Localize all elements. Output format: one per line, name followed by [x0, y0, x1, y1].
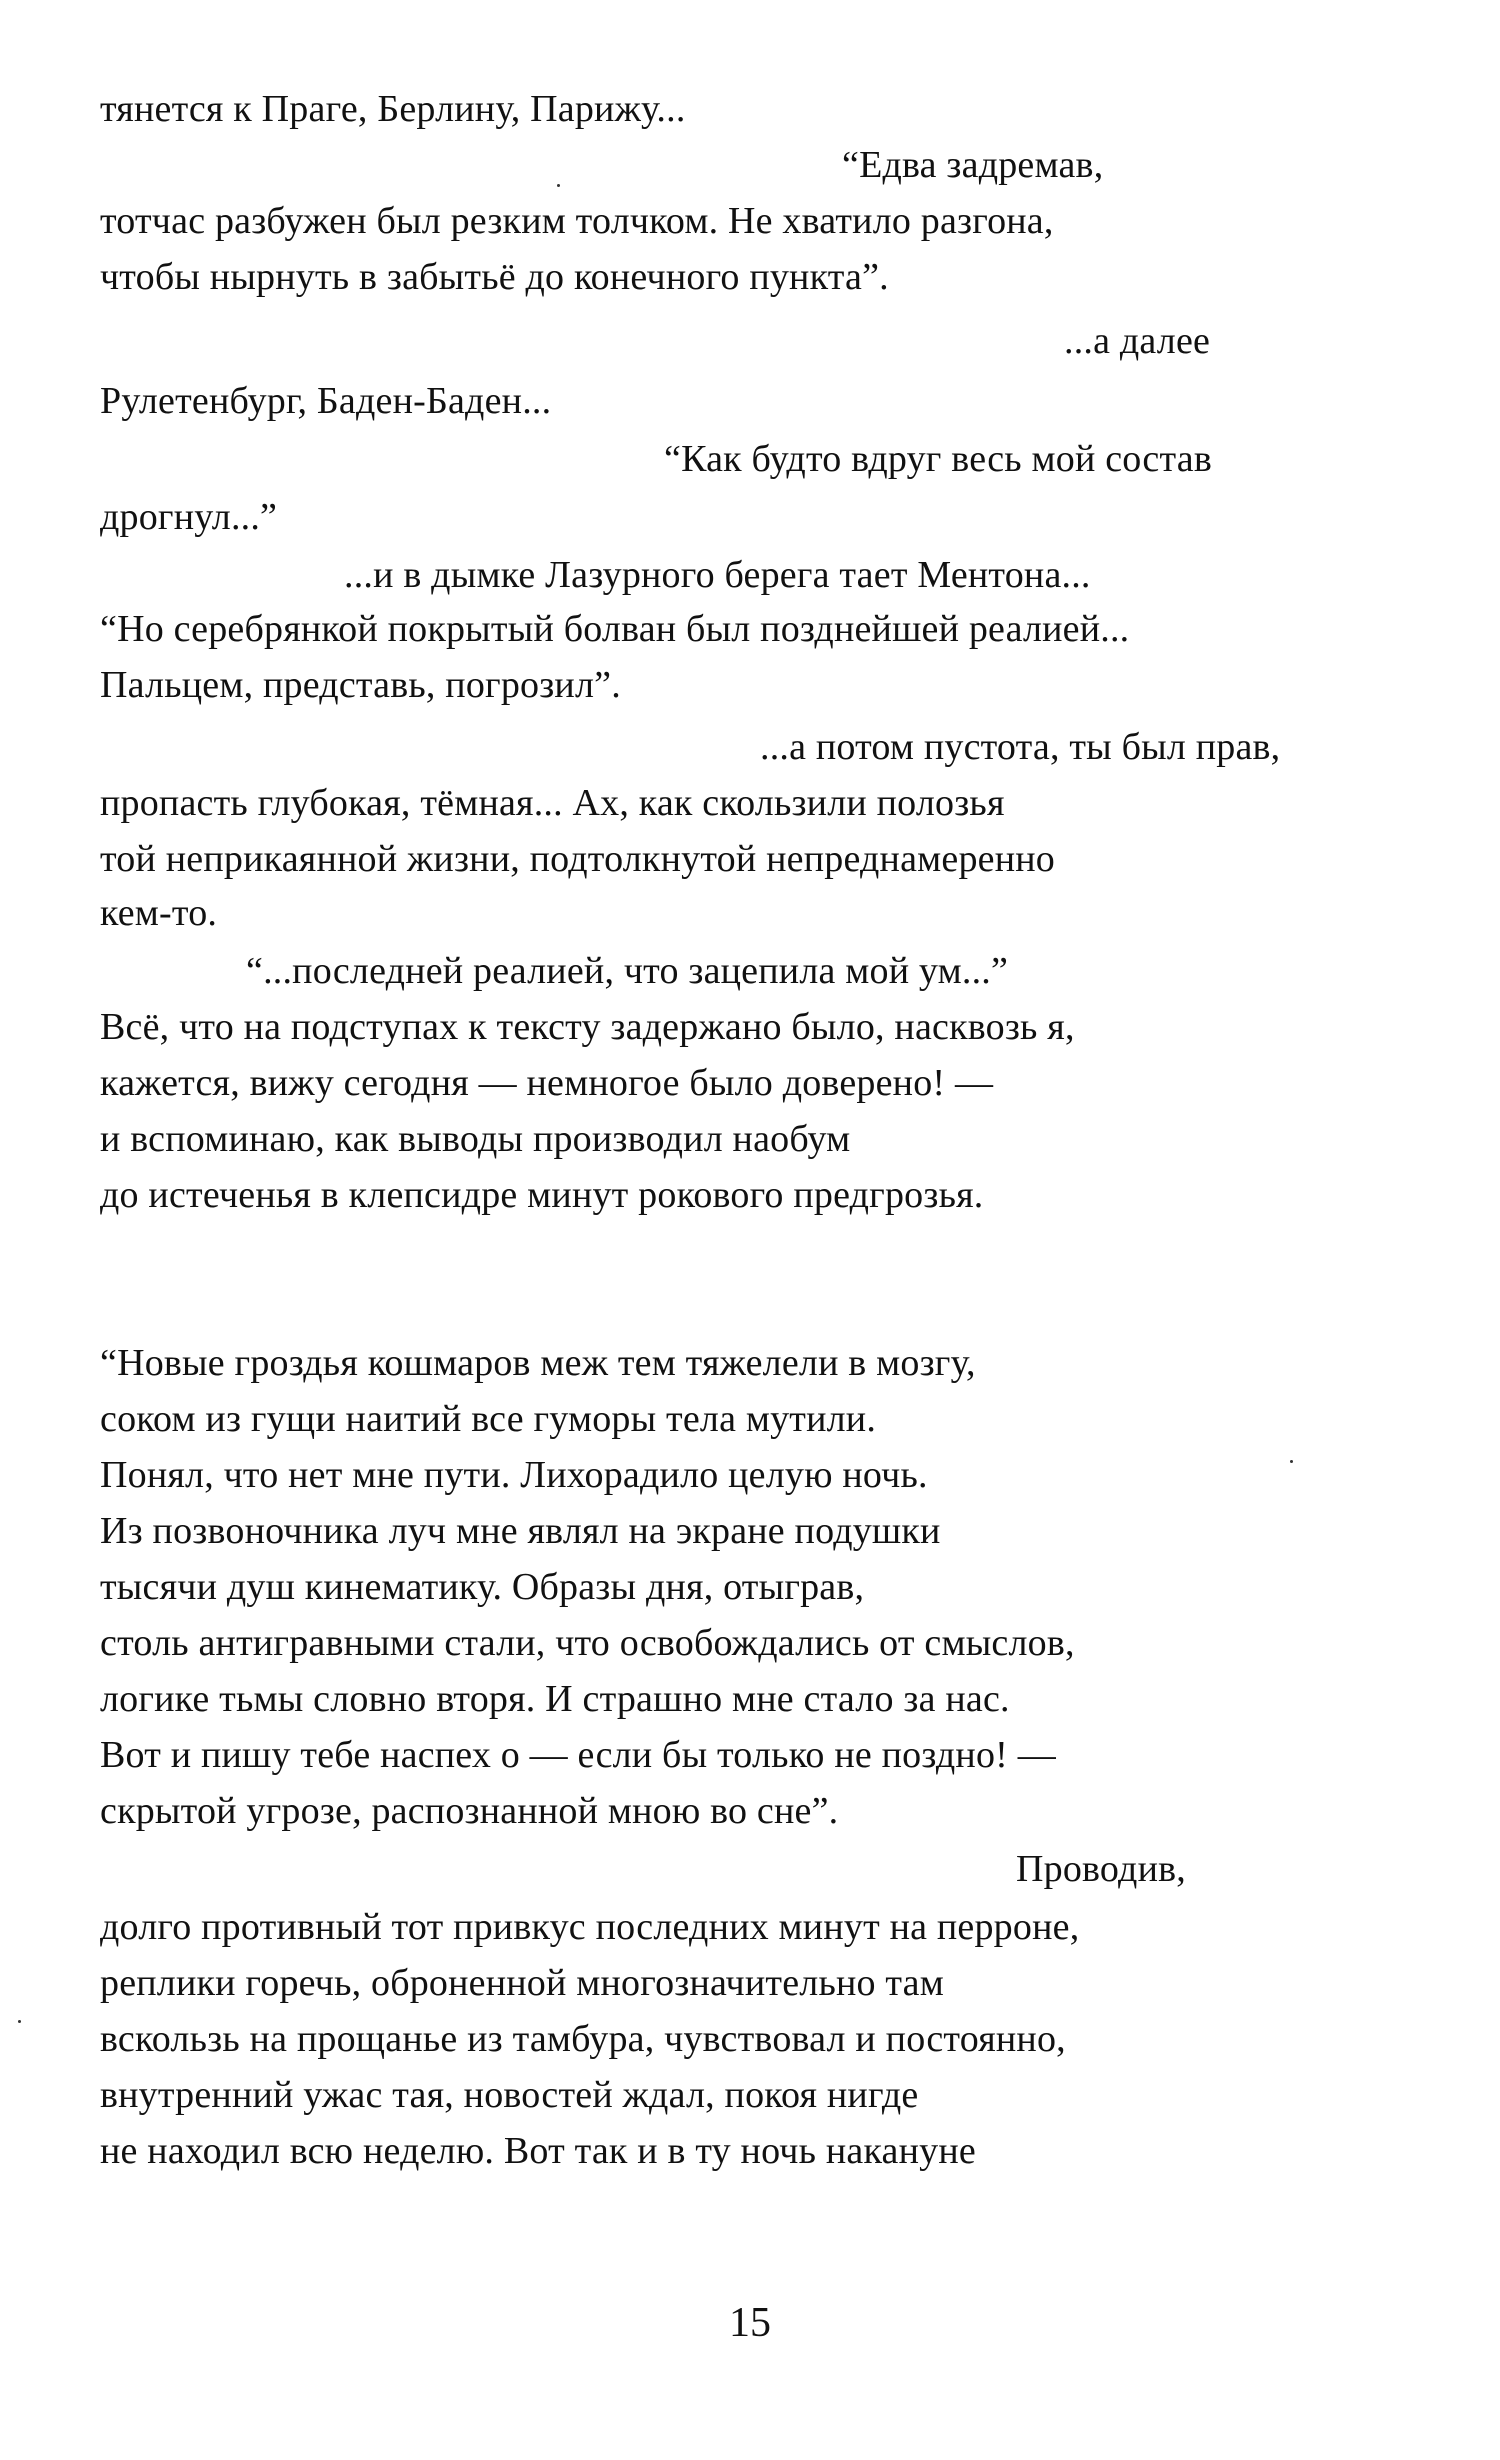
text-line: Пальцем, представь, погрозил”.: [100, 664, 621, 706]
text-line: ...и в дымке Лазурного берега тает Ментона...: [344, 554, 1091, 596]
text-line: и вспоминаю, как выводы производил наобум: [100, 1118, 851, 1160]
text-line: скрытой угрозе, распознанной мною во сне”.: [100, 1790, 839, 1832]
text-line: кажется, вижу сегодня — немногое было доверено! —: [100, 1062, 994, 1104]
text-line: логике тьмы словно вторя. И страшно мне стало за нас.: [100, 1678, 1010, 1720]
text-line: “Но серебрянкой покрытый болван был позднейшей реалией...: [100, 608, 1130, 650]
text-line: Проводив,: [1016, 1848, 1186, 1890]
text-line: Из позвоночника луч мне являл на экране подушки: [100, 1510, 941, 1552]
text-line: пропасть глубокая, тёмная... Ах, как скользили полозья: [100, 782, 1005, 824]
text-line: ...а потом пустота, ты был прав,: [760, 726, 1281, 768]
text-line: столь антигравными стали, что освобождались от смыслов,: [100, 1622, 1075, 1664]
text-line: дрогнул...”: [100, 496, 278, 538]
scan-speck: [557, 184, 560, 187]
text-line: “Едва задремав,: [842, 144, 1104, 186]
text-line: ...а далее: [1064, 320, 1211, 362]
text-line: не находил всю неделю. Вот так и в ту ночь накануне: [100, 2130, 976, 2172]
text-line: “...последней реалией, что зацепила мой ум...”: [246, 950, 1009, 992]
text-line: тянется к Праге, Берлину, Парижу...: [100, 88, 686, 130]
text-line: долго противный тот привкус последних минут на перроне,: [100, 1906, 1080, 1948]
text-line: той неприкаянной жизни, подтолкнутой непреднамеренно: [100, 838, 1056, 880]
page-number: 15: [729, 2300, 771, 2346]
text-line: “Как будто вдруг весь мой состав: [664, 438, 1212, 480]
text-line: реплики горечь, оброненной многозначительно там: [100, 1962, 944, 2004]
text-line: кем-то.: [100, 892, 218, 934]
text-line: до истеченья в клепсидре минут рокового предгрозья.: [100, 1174, 984, 1216]
text-line: Всё, что на подступах к тексту задержано было, насквозь я,: [100, 1006, 1075, 1048]
text-line: тысячи душ кинематику. Образы дня, отыграв,: [100, 1566, 865, 1608]
text-line: вскользь на прощанье из тамбура, чувствовал и постоянно,: [100, 2018, 1066, 2060]
text-line: соком из гущи наитий все гуморы тела мутили.: [100, 1398, 877, 1440]
text-line: чтобы нырнуть в забытьё до конечного пункта”.: [100, 256, 889, 298]
text-line: “Новые гроздья кошмаров меж тем тяжелели в мозгу,: [100, 1342, 976, 1384]
text-line: Вот и пишу тебе наспех о — если бы только не поздно! —: [100, 1734, 1056, 1776]
scan-speck: [18, 2020, 21, 2023]
text-line: внутренний ужас тая, новостей ждал, покоя нигде: [100, 2074, 919, 2116]
text-line: тотчас разбужен был резким толчком. Не хватило разгона,: [100, 200, 1054, 242]
scan-speck: [1290, 1460, 1293, 1463]
text-line: Понял, что нет мне пути. Лихорадило целую ночь.: [100, 1454, 928, 1496]
text-line: Рулетенбург, Баден-Баден...: [100, 380, 552, 422]
